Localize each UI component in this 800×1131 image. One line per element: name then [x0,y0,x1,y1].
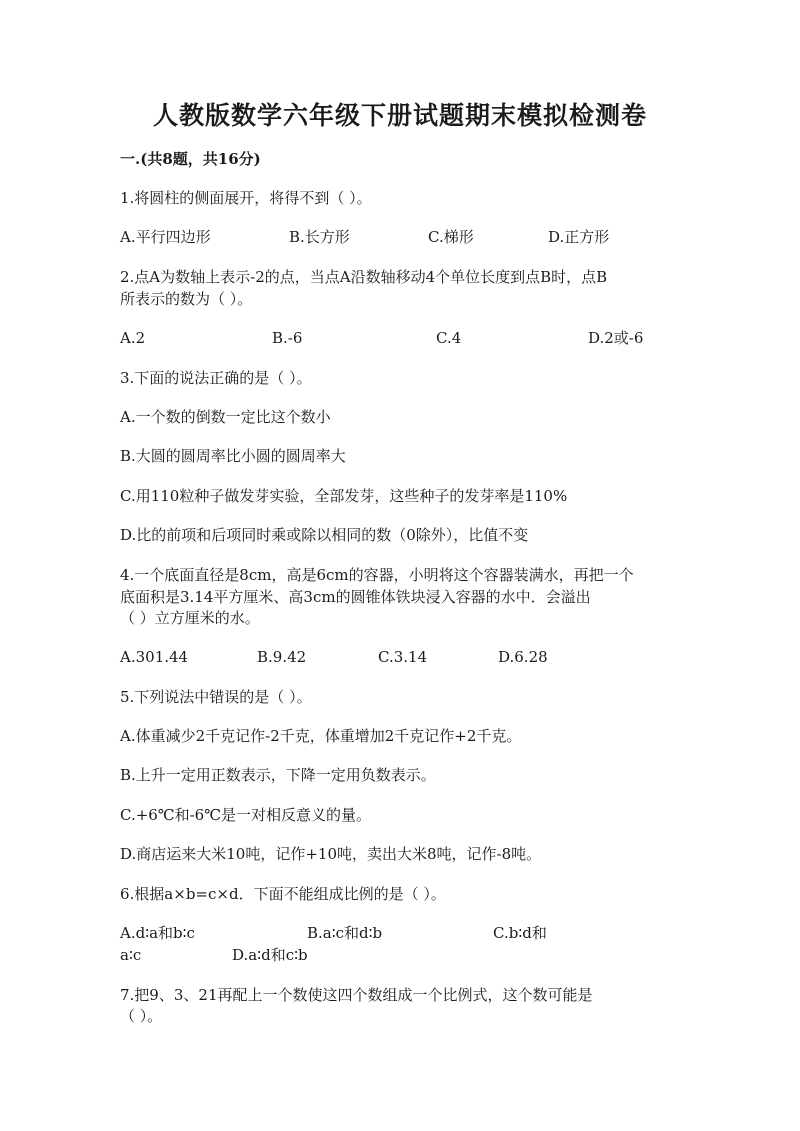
question-3-stem: 3.下面的说法正确的是（ ）。 [120,369,312,387]
question-4-option-a: A.301.44 [120,648,189,666]
question-4-option-b: B.9.42 [257,648,307,666]
question-2-stem-line-2: 所表示的数为（ ）。 [120,290,253,308]
question-5-option-a: A.体重减少2千克记作-2千克，体重增加2千克记作+2千克。 [120,727,522,745]
question-1-option-c: C.梯形 [428,228,474,246]
question-4-option-d: D.6.28 [498,648,548,666]
question-6-option-d: D.a∶d和c∶b [232,946,308,964]
page-title: 人教版数学六年级下册试题期末模拟检测卷 [152,101,647,130]
question-1-option-b: B.长方形 [289,228,350,246]
question-1-stem: 1.将圆柱的侧面展开，将得不到（ ）。 [120,189,372,207]
question-3-option-d: D.比的前项和后项同时乘或除以相同的数（0除外），比值不变 [120,526,529,544]
question-6-option-c-part-2: a∶c [120,946,142,964]
question-6-stem: 6.根据a×b=c×d．下面不能组成比例的是（ ）。 [120,885,446,903]
question-5-option-d: D.商店运来大米10吨，记作+10吨，卖出大米8吨，记作-8吨。 [120,845,542,863]
question-7-stem-line-1: 7.把9、3、21再配上一个数使这四个数组成一个比例式，这个数可能是 [120,986,593,1004]
question-1-option-d: D.正方形 [548,228,610,246]
question-6-option-a: A.d∶a和b∶c [120,924,195,942]
question-5-option-b: B.上升一定用正数表示，下降一定用负数表示。 [120,766,436,784]
question-2-option-a: A.2 [120,329,146,347]
question-6-option-c-part-1: C.b∶d和 [493,924,547,942]
question-1-option-a: A.平行四边形 [120,228,211,246]
question-4-stem-line-2: 底面积是3.14平方厘米、高3cm的圆锥体铁块浸入容器的水中．会溢出 [120,588,591,606]
section-heading: 一.(共8题，共16分) [120,150,261,168]
question-7-stem-line-2: （ ）。 [120,1007,163,1025]
question-4-stem-line-3: （ ）立方厘米的水。 [120,609,260,627]
question-3-option-b: B.大圆的圆周率比小圆的圆周率大 [120,447,346,465]
question-2-stem-line-1: 2.点A为数轴上表示-2的点，当点A沿数轴移动4个单位长度到点B时，点B [120,268,608,286]
question-4-option-c: C.3.14 [378,648,428,666]
question-5-option-c: C.+6℃和-6℃是一对相反意义的量。 [120,806,371,824]
question-2-option-d: D.2或-6 [588,329,644,347]
question-2-option-c: C.4 [436,329,462,347]
question-5-stem: 5.下列说法中错误的是（ ）。 [120,688,312,706]
question-4-stem-line-1: 4.一个底面直径是8cm，高是6cm的容器，小明将这个容器装满水，再把一个 [120,566,634,584]
question-3-option-a: A.一个数的倒数一定比这个数小 [120,408,331,426]
question-2-option-b: B.-6 [272,329,303,347]
question-6-option-b: B.a∶c和d∶b [307,924,383,942]
question-3-option-c: C.用110粒种子做发芽实验，全部发芽，这些种子的发芽率是110% [120,487,568,505]
